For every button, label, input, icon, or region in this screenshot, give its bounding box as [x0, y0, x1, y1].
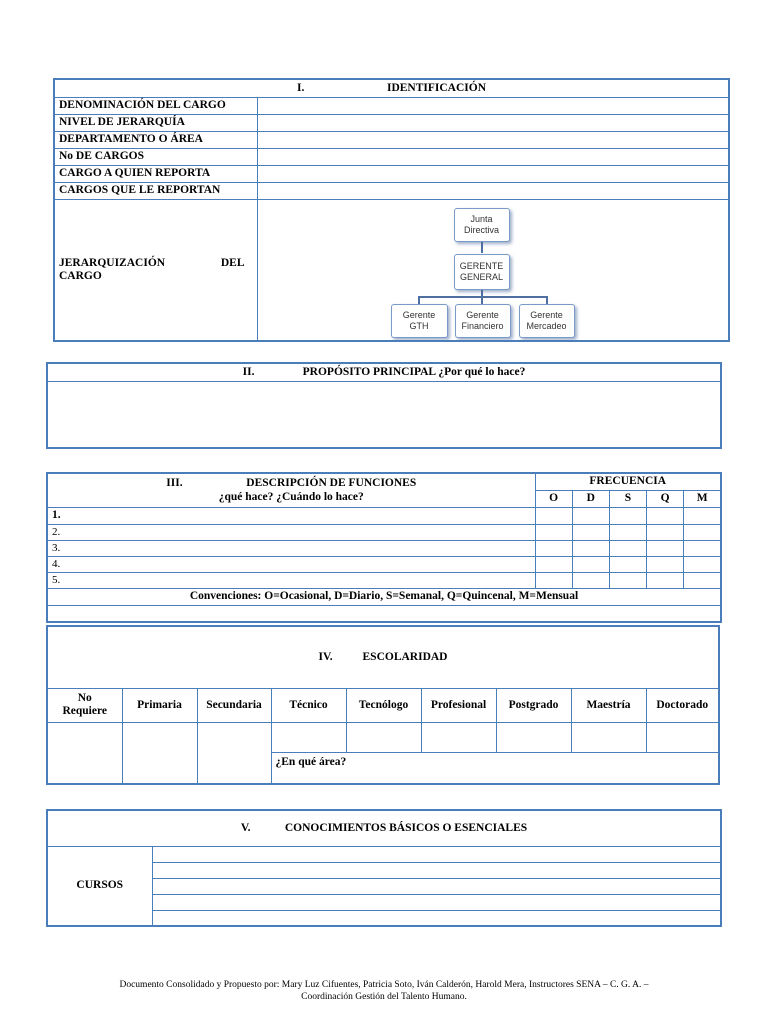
check-doctorado[interactable] — [646, 722, 719, 752]
frecuencia-header: FRECUENCIA — [535, 473, 721, 490]
col-primaria: Primaria — [122, 688, 197, 722]
org-node-gerente-financiero: Gerente Financiero — [455, 304, 511, 338]
freq-cell[interactable] — [647, 524, 684, 540]
proposito-text-area[interactable] — [47, 381, 721, 448]
field-value-nivel[interactable] — [257, 114, 729, 131]
area-field[interactable]: ¿En qué área? — [271, 752, 719, 784]
escolaridad-header: IV. ESCOLARIDAD — [47, 626, 719, 688]
freq-col-m: M — [684, 490, 721, 507]
funciones-header: III. DESCRIPCIÓN DE FUNCIONES ¿qué hace? ¿Cuándo lo hace? — [47, 473, 535, 507]
check-primaria[interactable] — [122, 722, 197, 784]
check-tecnologo[interactable] — [346, 722, 421, 752]
col-doctorado: Doctorado — [646, 688, 719, 722]
freq-col-q: Q — [647, 490, 684, 507]
col-profesional: Profesional — [421, 688, 496, 722]
freq-cell[interactable] — [684, 540, 721, 556]
freq-cell[interactable] — [535, 556, 572, 572]
col-secundaria: Secundaria — [197, 688, 271, 722]
field-value-no-cargos[interactable] — [257, 148, 729, 165]
check-tecnico[interactable] — [271, 722, 346, 752]
freq-cell[interactable] — [647, 572, 684, 588]
jerarquizacion-label: JERARQUIZACIÓN DEL CARGO — [54, 199, 257, 341]
field-label: CARGO A QUIEN REPORTA — [54, 165, 257, 182]
field-label: NIVEL DE JERARQUÍA — [54, 114, 257, 131]
field-label: DENOMINACIÓN DEL CARGO — [54, 97, 257, 114]
freq-cell[interactable] — [609, 507, 646, 524]
freq-cell[interactable] — [535, 524, 572, 540]
field-value-le-reportan[interactable] — [257, 182, 729, 199]
check-postgrado[interactable] — [496, 722, 571, 752]
freq-cell[interactable] — [609, 540, 646, 556]
freq-cell[interactable] — [535, 572, 572, 588]
section-proposito — [46, 362, 722, 449]
col-maestria: Maestría — [571, 688, 646, 722]
cursos-label: CURSOS — [47, 846, 152, 926]
curso-line[interactable] — [152, 910, 721, 926]
col-tecnico: Técnico — [271, 688, 346, 722]
freq-cell[interactable] — [684, 556, 721, 572]
freq-cell[interactable] — [572, 540, 609, 556]
org-chart — [257, 199, 729, 341]
freq-cell[interactable] — [609, 524, 646, 540]
field-label: CARGOS QUE LE REPORTAN — [54, 182, 257, 199]
col-postgrado: Postgrado — [496, 688, 571, 722]
curso-line[interactable] — [152, 894, 721, 910]
freq-cell[interactable] — [572, 572, 609, 588]
freq-col-s: S — [609, 490, 646, 507]
freq-col-d: D — [572, 490, 609, 507]
freq-cell[interactable] — [684, 524, 721, 540]
footer — [0, 979, 768, 1003]
curso-line[interactable] — [152, 846, 721, 862]
funcion-row-label[interactable]: 2. — [47, 524, 535, 540]
conocimientos-header: V. CONOCIMIENTOS BÁSICOS O ESENCIALES — [47, 810, 721, 846]
org-node-gerente-general: GERENTE GENERAL — [454, 254, 510, 290]
funcion-row-label[interactable]: 4. — [47, 556, 535, 572]
field-value-departamento[interactable] — [257, 131, 729, 148]
identificacion-header: I. IDENTIFICACIÓN — [54, 79, 729, 97]
freq-cell[interactable] — [572, 507, 609, 524]
freq-cell[interactable] — [684, 572, 721, 588]
check-no-requiere[interactable] — [47, 722, 122, 784]
org-node-gerente-gth: Gerente GTH — [391, 304, 448, 338]
check-profesional[interactable] — [421, 722, 496, 752]
freq-cell[interactable] — [609, 572, 646, 588]
freq-cell[interactable] — [684, 507, 721, 524]
funcion-row-label[interactable]: 1. — [47, 507, 535, 524]
curso-line[interactable] — [152, 878, 721, 894]
col-tecnologo: Tecnólogo — [346, 688, 421, 722]
field-value-reporta-a[interactable] — [257, 165, 729, 182]
field-label: DEPARTAMENTO O ÁREA — [54, 131, 257, 148]
field-value-denominacion[interactable] — [257, 97, 729, 114]
freq-cell[interactable] — [609, 556, 646, 572]
org-node-junta: Junta Directiva — [454, 208, 510, 242]
section-funciones — [46, 472, 722, 623]
convenciones-note: Convenciones: O=Ocasional, D=Diario, S=Semanal, Q=Quincenal, M=Mensual — [47, 588, 721, 605]
section-identificacion — [53, 78, 730, 342]
freq-cell[interactable] — [647, 556, 684, 572]
field-label: No DE CARGOS — [54, 148, 257, 165]
freq-cell[interactable] — [535, 507, 572, 524]
freq-cell[interactable] — [647, 540, 684, 556]
check-maestria[interactable] — [571, 722, 646, 752]
freq-cell[interactable] — [647, 507, 684, 524]
freq-col-o: O — [535, 490, 572, 507]
freq-cell[interactable] — [572, 556, 609, 572]
check-secundaria[interactable] — [197, 722, 271, 784]
section-conocimientos — [46, 809, 722, 927]
footer-line-2: Coordinación Gestión del Talento Humano. — [301, 992, 467, 1002]
footer-line-1: Documento Consolidado y Propuesto por: Mary Luz Cifuentes, Patricia Soto, Iván Calderón, Harold Mera, Instructores SENA – C. G. A. – — [119, 980, 649, 990]
col-no-requiere: No Requiere — [47, 688, 122, 722]
funcion-row-label[interactable]: 5. — [47, 572, 535, 588]
proposito-header: II. PROPÓSITO PRINCIPAL ¿Por qué lo hace? — [47, 363, 721, 381]
org-node-gerente-mercadeo: Gerente Mercadeo — [519, 304, 575, 338]
freq-cell[interactable] — [572, 524, 609, 540]
curso-line[interactable] — [152, 862, 721, 878]
funcion-row-label[interactable]: 3. — [47, 540, 535, 556]
section-escolaridad — [46, 625, 720, 785]
freq-cell[interactable] — [535, 540, 572, 556]
funciones-empty-row[interactable] — [47, 605, 721, 622]
